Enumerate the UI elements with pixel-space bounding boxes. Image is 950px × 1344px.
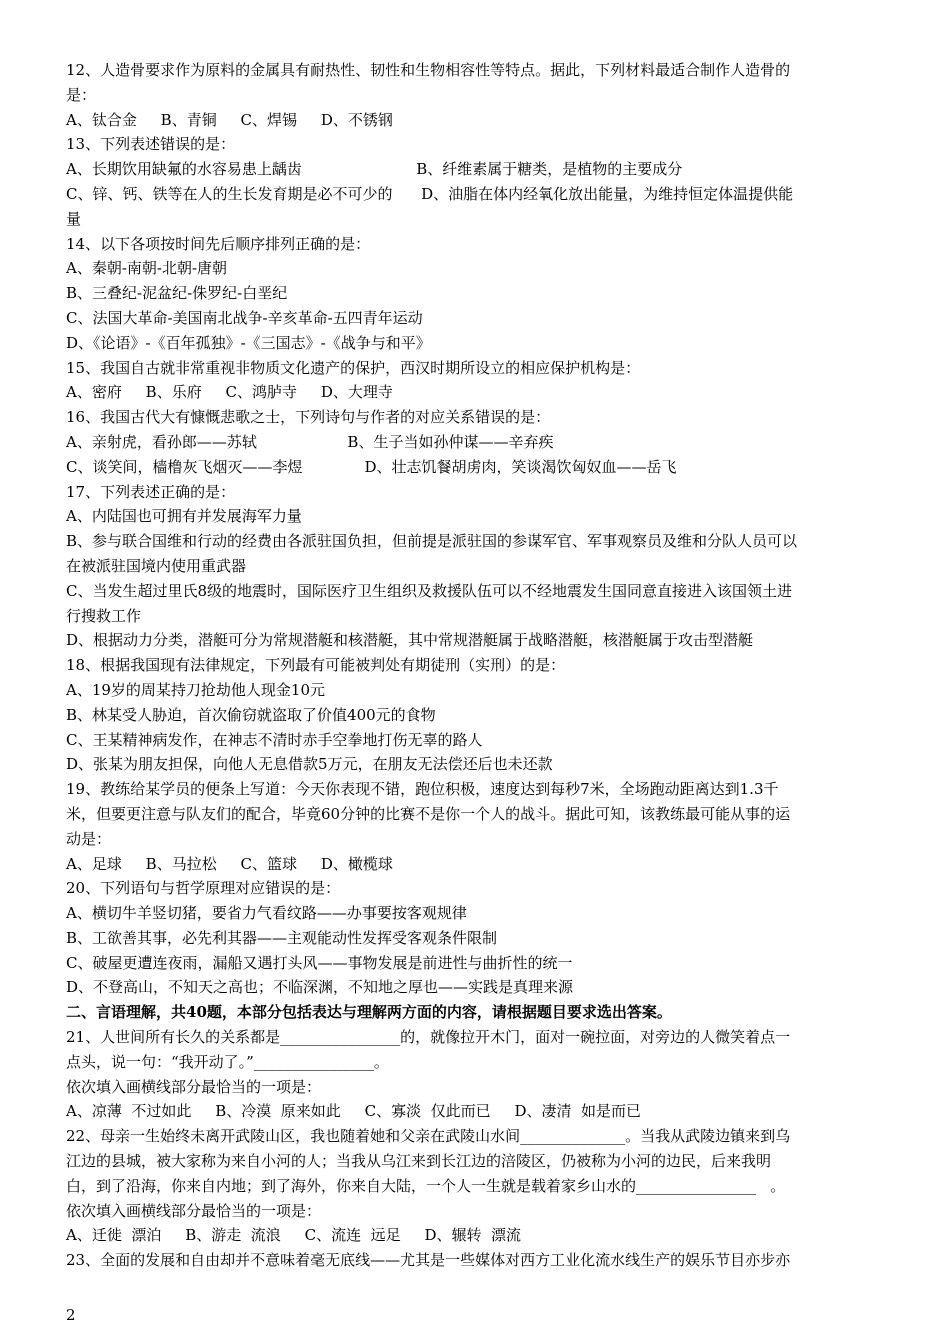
text-line: 动是： bbox=[66, 829, 112, 848]
text-line: A、钛合金 B、青铜 C、焊锡 D、不锈钢 bbox=[66, 110, 393, 129]
text-line: 米，但要更注意与队友们的配合，毕竟60分钟的比赛不是你一个人的战斗。据此可知，该教练最可能从事的运 bbox=[66, 804, 791, 823]
text-line: B、三叠纪-泥盆纪-侏罗纪-白垩纪 bbox=[66, 284, 288, 303]
text-line: 17、下列表述正确的是： bbox=[66, 482, 236, 501]
text-line: B、参与联合国维和行动的经费由各派驻国负担，但前提是派驻国的参谋军官、军事观察员及维和分队人员可以 bbox=[66, 532, 798, 551]
text-line: 15、我国自古就非常重视非物质文化遗产的保护，西汉时期所设立的相应保护机构是： bbox=[66, 358, 641, 377]
text-line: A、19岁的周某持刀抢劫他人现金10元 bbox=[66, 680, 326, 699]
text-line: B、工欲善其事，必先利其器——主观能动性发挥受客观条件限制 bbox=[66, 928, 498, 947]
text-line: 量 bbox=[66, 209, 82, 228]
text-line: 13、下列表述错误的是： bbox=[66, 135, 236, 154]
text-line: A、密府 B、乐府 C、鸿胪寺 D、大理寺 bbox=[66, 383, 393, 402]
text-line: A、长期饮用缺氟的水容易患上龋齿 B、纤维素属于糖类，是植物的主要成分 bbox=[66, 160, 683, 179]
text-line: C、王某精神病发作，在神志不清时赤手空拳地打伤无辜的路人 bbox=[66, 730, 483, 749]
text-line: 白，到了沿海，你来自内地；到了海外，你来自大陆，一个人一生就是载着家乡山水的________________ 。 bbox=[66, 1176, 786, 1195]
text-line: D、《论语》-《百年孤独》-《三国志》-《战争与和平》 bbox=[66, 333, 431, 352]
text-line: 12、人造骨要求作为原料的金属具有耐热性、韧性和生物相容性等特点。据此，下列材料最适合制作人造骨的 bbox=[66, 61, 791, 79]
text-line: A、亲射虎，看孙郎——苏轼 B、生子当如孙仲谋——辛弃疾 bbox=[66, 432, 554, 451]
page-number: 2 bbox=[66, 1306, 76, 1324]
text-line: 18、根据我国现有法律规定，下列最有可能被判处有期徒刑（实刑）的是： bbox=[66, 656, 566, 675]
text-line: A、足球 B、马拉松 C、篮球 D、橄榄球 bbox=[66, 854, 393, 873]
text-line: 16、我国古代大有慷慨悲歌之士，下列诗句与作者的对应关系错误的是： bbox=[66, 408, 551, 427]
text-line: 江边的县城，被大家称为来自小河的人；当我从乌江来到长江边的涪陵区，仍被称为小河的边民，后来我明 bbox=[66, 1152, 772, 1171]
document-page bbox=[66, 58, 884, 1273]
text-line: B、林某受人胁迫，首次偷窃就盗取了价值400元的食物 bbox=[66, 705, 436, 724]
text-line: C、法国大革命-美国南北战争-辛亥革命-五四青年运动 bbox=[66, 308, 423, 327]
text-line: A、迁徙 漂泊 B、游走 流浪 C、流连 远足 D、辗转 漂流 bbox=[66, 1226, 522, 1245]
text-line: 在被派驻国境内使用重武器 bbox=[66, 556, 247, 575]
text-line: A、秦朝-南朝-北朝-唐朝 bbox=[66, 259, 228, 278]
text-line: D、根据动力分类，潜艇可分为常规潜艇和核潜艇，其中常规潜艇属于战略潜艇，核潜艇属于攻击型潜艇 bbox=[66, 631, 754, 650]
text-line: D、张某为朋友担保，向他人无息借款5万元，在朋友无法偿还后也未还款 bbox=[66, 755, 553, 774]
text-line: 19、教练给某学员的便条上写道：今天你表现不错，跑位积极，速度达到每秒7米，全场跑动距离达到1.3千 bbox=[66, 780, 779, 799]
text-line: A、横切牛羊竖切猪，要省力气看纹路——办事要按客观规律 bbox=[66, 904, 467, 923]
text-line: D、不登高山，不知天之高也；不临深渊，不知地之厚也——实践是真理来源 bbox=[66, 978, 574, 997]
text-line: 23、全面的发展和自由却并不意味着毫无底线——尤其是一些媒体对西方工业化流水线生产的娱乐节目亦步亦 bbox=[66, 1251, 791, 1270]
text-line: 是： bbox=[66, 85, 97, 104]
text-line: C、谈笑间，樯橹灰飞烟灭——李煜 D、壮志饥餐胡虏肉，笑谈渴饮匈奴血——岳飞 bbox=[66, 457, 677, 476]
text-line: A、凉薄 不过如此 B、冷漠 原来如此 C、寡淡 仅此而已 D、凄清 如是而已 bbox=[66, 1102, 642, 1121]
text-line: C、破屋更遭连夜雨，漏船又遇打头风——事物发展是前进性与曲折性的统一 bbox=[66, 953, 573, 972]
text-line: 21、人世间所有长久的关系都是________________的，就像拉开木门，面对一碗拉面，对旁边的人微笑着点一 bbox=[66, 1028, 791, 1047]
text-line: 点头，说一句：“我开动了。”________________。 bbox=[66, 1052, 389, 1071]
text-line: C、当发生超过里氏8级的地震时，国际医疗卫生组织及救援队伍可以不经地震发生国同意直接进入该国领土进 bbox=[66, 581, 793, 600]
text-line: 20、下列语句与哲学原理对应错误的是： bbox=[66, 879, 341, 898]
text-line: 依次填入画横线部分最恰当的一项是： bbox=[66, 1201, 322, 1220]
text-line: 依次填入画横线部分最恰当的一项是： bbox=[66, 1077, 322, 1096]
text-line: A、内陆国也可拥有并发展海军力量 bbox=[66, 507, 302, 526]
section-heading: 二、言语理解，共40题，本部分包括表达与理解两方面的内容，请根据题目要求选出答案。 bbox=[66, 1003, 672, 1022]
text-line: 22、母亲一生始终未离开武陵山区，我也随着她和父亲在武陵山水间______________。当我从武陵边镇来到乌 bbox=[66, 1127, 791, 1146]
text-line: C、锌、钙、铁等在人的生长发育期是必不可少的 D、油脂在体内经氧化放出能量，为维持恒定体温提供能 bbox=[66, 184, 794, 203]
text-line: 行搜救工作 bbox=[66, 606, 142, 625]
text-line: 14、以下各项按时间先后顺序排列正确的是： bbox=[66, 234, 371, 253]
